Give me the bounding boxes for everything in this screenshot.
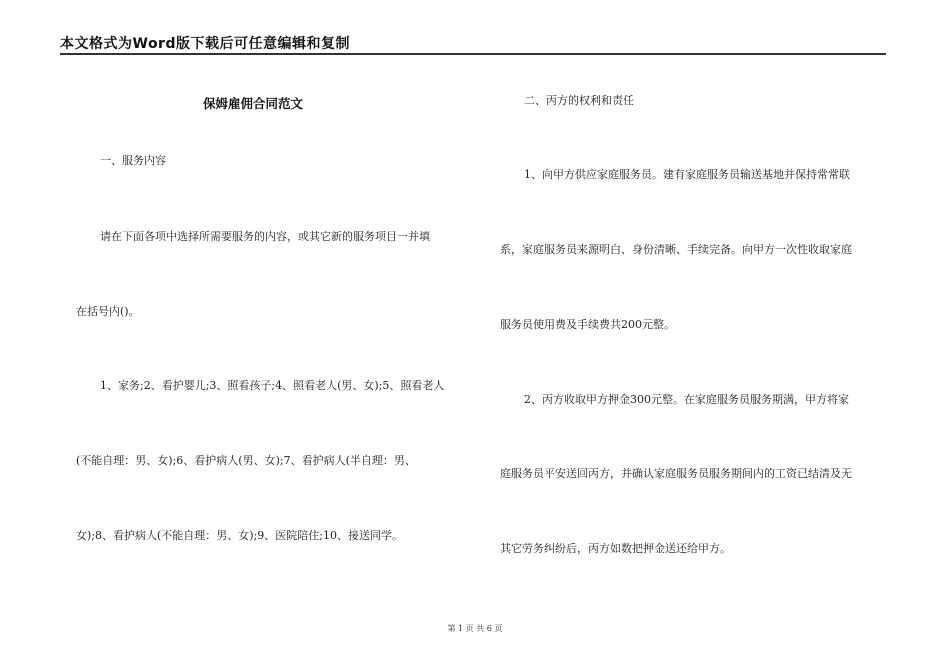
paragraph-line: 1、向甲方供应家庭服务员。建有家庭服务员输送基地并保持常常联 [524,168,850,181]
paragraph-line: 其它劳务纠纷后，丙方如数把押金送还给甲方。 [500,542,731,555]
paragraph-line: (不能自理：男、女);6、看护病人(男、女);7、看护病人(半自理：男、 [76,454,416,467]
banner-divider [60,53,886,55]
paragraph-line: 请在下面各项中选择所需要服务的内容，或其它新的服务项目一并填 [100,230,430,243]
document-banner: 本文格式为Word版下载后可任意编辑和复制 [60,36,350,52]
page-number: 第 1 页 共 6 页 [447,624,503,633]
paragraph-line: 在括号内()。 [76,305,140,318]
paragraph-line: 2、丙方收取甲方押金300元整。在家庭服务员服务期满，甲方将家 [524,393,849,406]
paragraph-line: 服务员使用费及手续费共200元整。 [500,318,675,331]
paragraph-line: 1、家务;2、看护婴儿;3、照看孩子;4、照看老人(男、女);5、照看老人 [100,379,445,392]
paragraph-line: 女);8、看护病人(不能自理：男、女);9、医院陪住;10、接送同学。 [76,529,403,542]
document-title: 保姆雇佣合同范文 [203,96,304,111]
paragraph-line: 系，家庭服务员来源明白、身份清晰、手续完备。向甲方一次性收取家庭 [500,243,852,256]
section-heading-service-content: 一、服务内容 [100,154,166,167]
section-heading-rights-duties: 二、丙方的权利和责任 [524,94,634,107]
paragraph-line: 庭服务员平安送回丙方，并确认家庭服务员服务期间内的工资已结清及无 [500,467,852,480]
